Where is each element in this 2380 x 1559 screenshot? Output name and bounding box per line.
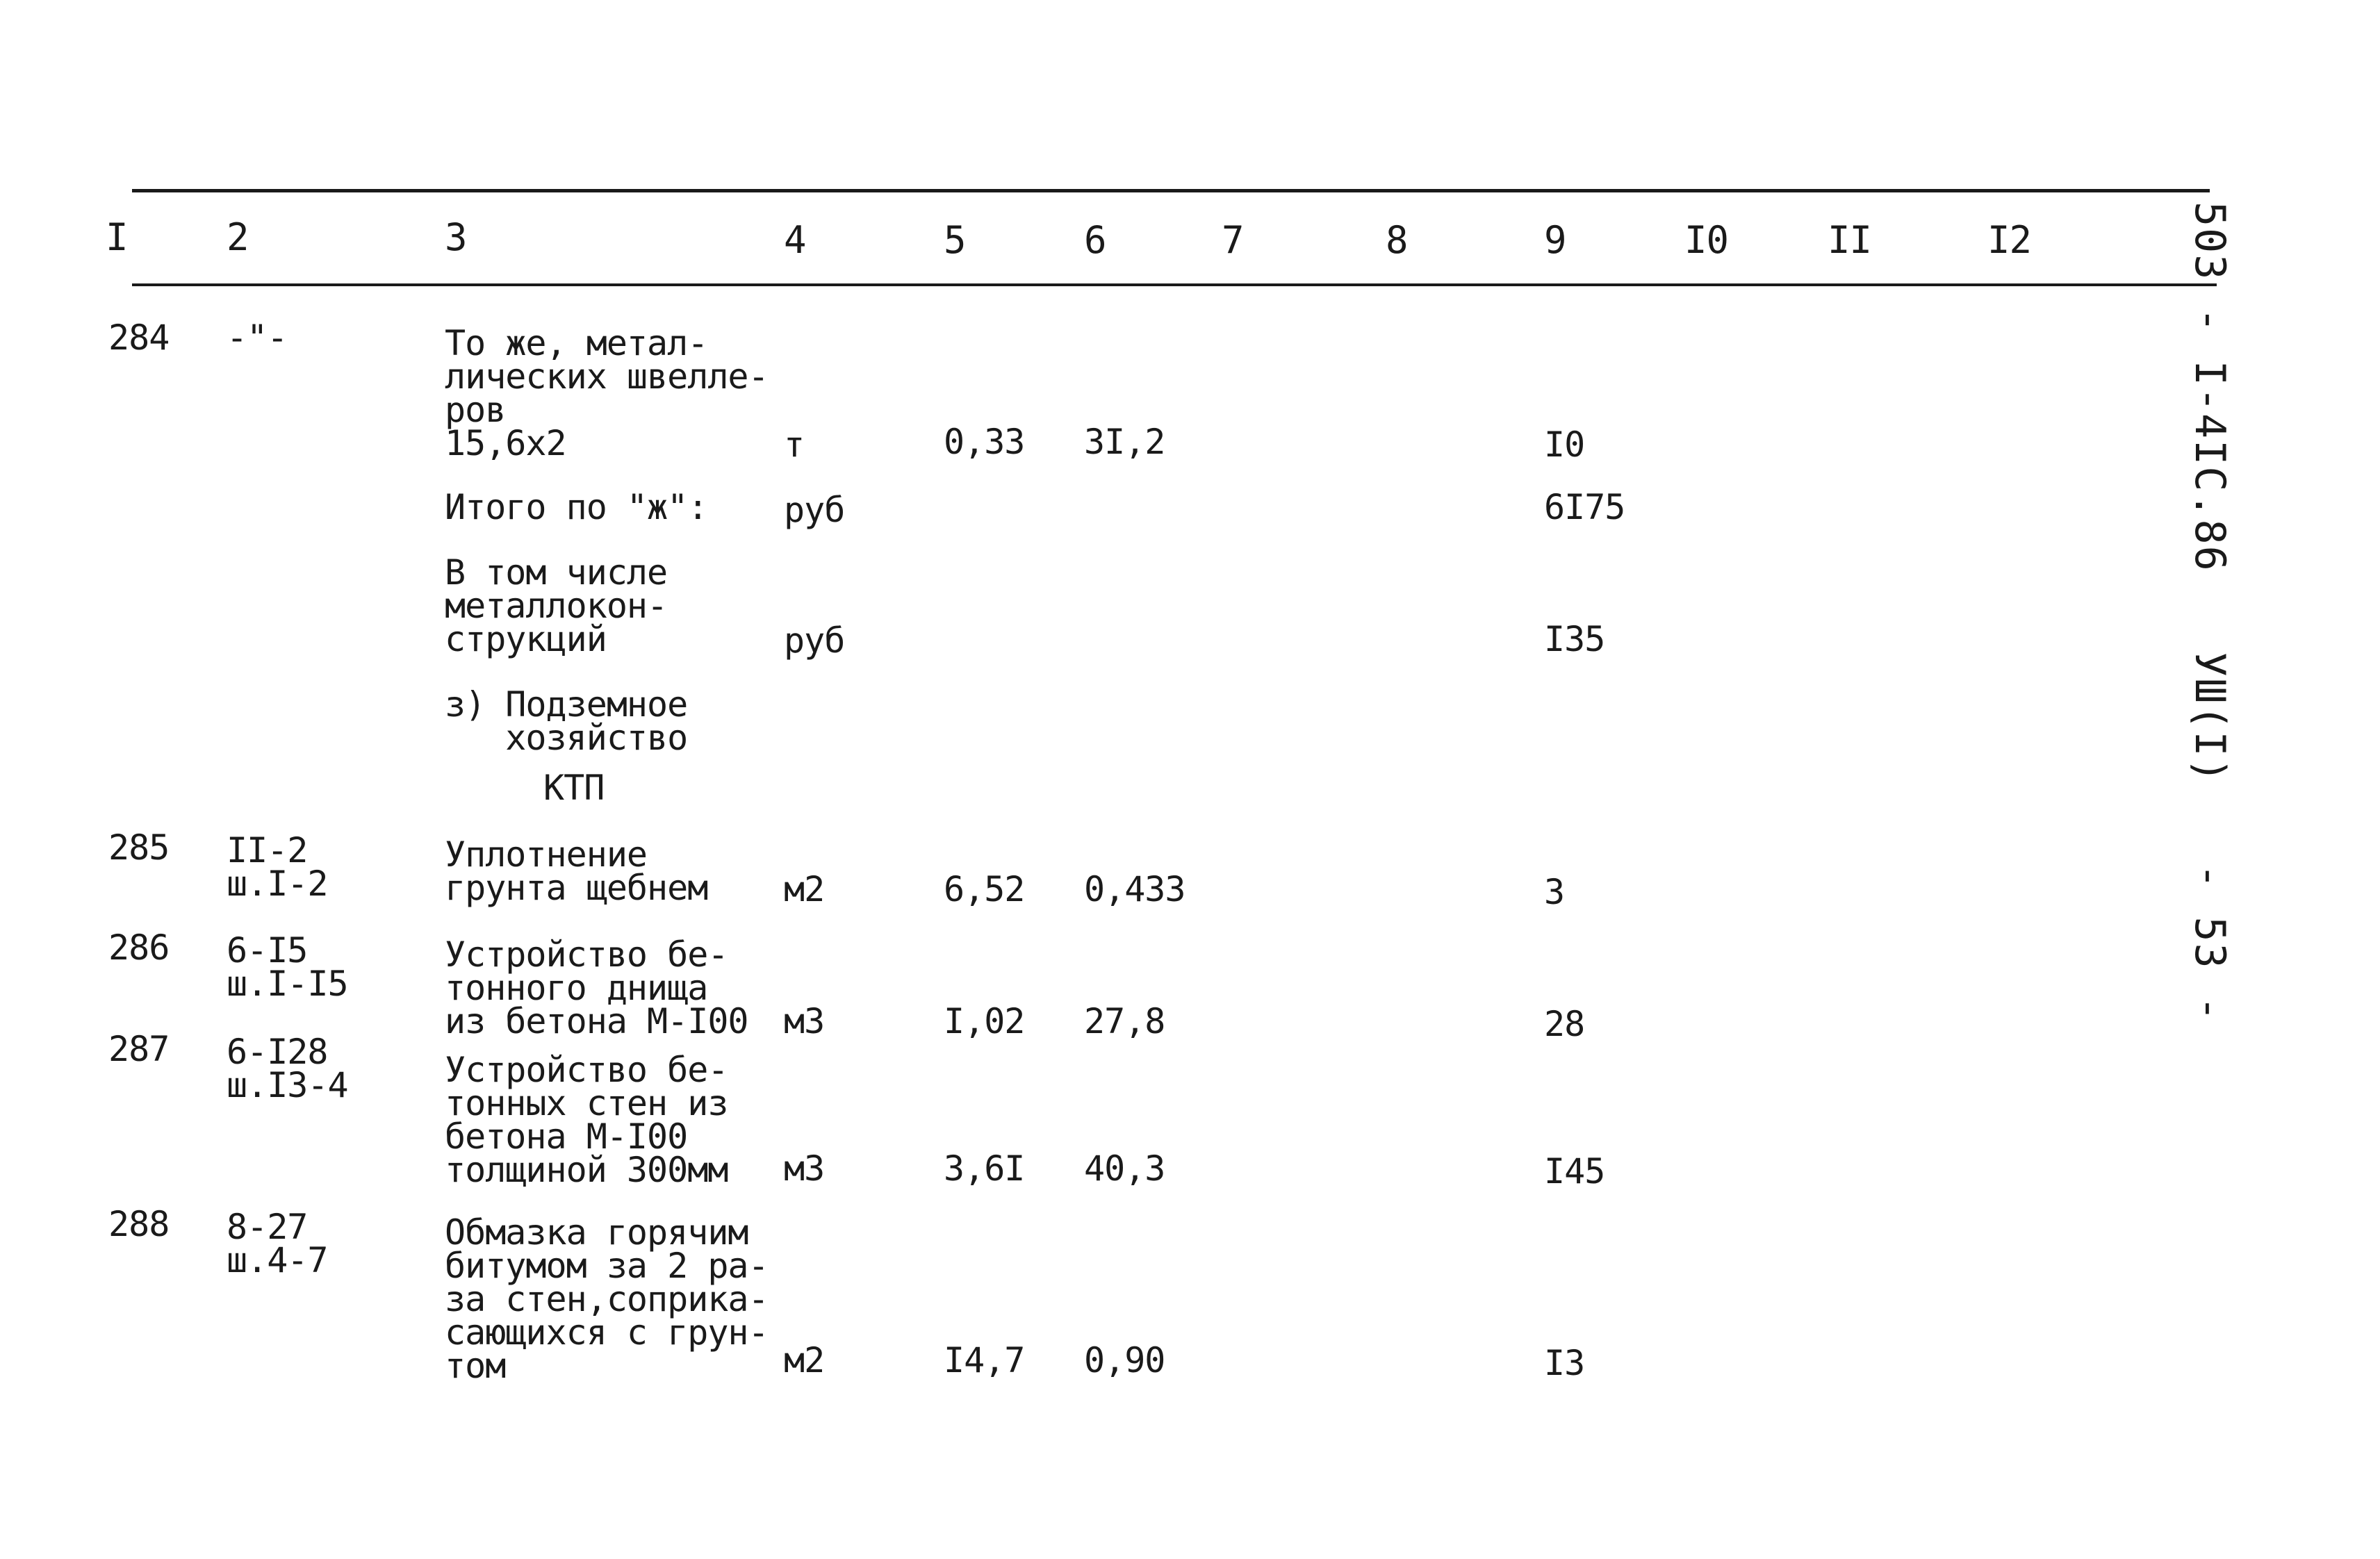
row-285-unit: м2 [784, 869, 825, 909]
row-287-code: 6-I28 ш.I3-4 [227, 1032, 348, 1105]
row-284-code: -"- [227, 317, 288, 358]
col-header-2: 2 [227, 215, 249, 259]
col-header-6: 6 [1084, 218, 1106, 262]
section-subheading: КТП [543, 768, 605, 808]
row-284-description: То же, метал- лических швелле- ров 15,6х2 [445, 323, 769, 463]
row-285-unit-cost: 0,433 [1084, 869, 1185, 909]
row-286-description: Устройство бе- тонного днища из бетона М-I00 [445, 934, 748, 1041]
row-286-unit-cost: 27,8 [1084, 1001, 1165, 1041]
row-287-unit-cost: 40,3 [1084, 1148, 1165, 1189]
col-header-11: II [1828, 218, 1872, 262]
col-header-4: 4 [784, 218, 806, 262]
col-header-9: 9 [1544, 218, 1566, 262]
col-header-10: I0 [1684, 218, 1729, 262]
row-287-unit: м3 [784, 1148, 825, 1189]
document-code-vertical: 503 - I-4IC.86 УШ(I) - 53 - [2185, 201, 2234, 1023]
row-285-quantity: 6,52 [944, 869, 1025, 909]
row-284-unit: т [784, 424, 805, 465]
row-286-unit: м3 [784, 1001, 825, 1041]
itogo-unit: руб [784, 490, 845, 530]
row-284-quantity: 0,33 [944, 422, 1025, 462]
top-rule [132, 189, 2210, 192]
row-284-unit-cost: 3I,2 [1084, 422, 1165, 462]
row-287-quantity: 3,6I [944, 1148, 1025, 1189]
col-header-12: I2 [1987, 218, 2032, 262]
row-287-total-cost: I45 [1544, 1151, 1605, 1191]
col-header-5: 5 [944, 218, 966, 262]
metal-structures-total: I35 [1544, 619, 1605, 659]
row-288-unit: м2 [784, 1340, 825, 1380]
itogo-label: Итого по "ж": [445, 487, 708, 527]
row-285-code: II-2 ш.I-2 [227, 830, 328, 904]
row-288-unit-cost: 0,90 [1084, 1340, 1165, 1380]
col-header-1: I [106, 215, 128, 259]
row-286-total-cost: 28 [1544, 1004, 1585, 1044]
row-288-description: Обмазка горячим битумом за 2 ра- за стен,соприка- сающихся с грун- том [445, 1212, 769, 1386]
row-286-quantity: I,02 [944, 1001, 1025, 1041]
row-288-total-cost: I3 [1544, 1343, 1585, 1383]
row-285-total-cost: 3 [1544, 872, 1565, 912]
row-287-description: Устройство бе- тонных стен из бетона М-I00 толщиной 300мм [445, 1050, 728, 1190]
row-288-code: 8-27 ш.4-7 [227, 1207, 328, 1280]
row-284-total-cost: I0 [1544, 424, 1585, 465]
row-288-quantity: I4,7 [944, 1340, 1025, 1380]
section-heading: з) Подземное хозяйство [445, 684, 688, 758]
metal-structures-unit: руб [784, 620, 845, 661]
row-284-number: 284 [108, 317, 170, 358]
header-bottom-rule [132, 283, 2217, 286]
row-286-number: 286 [108, 927, 170, 968]
row-287-number: 287 [108, 1029, 170, 1069]
col-header-8: 8 [1386, 218, 1408, 262]
itogo-total: 6I75 [1544, 487, 1625, 527]
row-285-number: 285 [108, 827, 170, 868]
col-header-3: 3 [445, 215, 467, 259]
row-285-description: Уплотнение грунта щебнем [445, 834, 708, 908]
row-288-number: 288 [108, 1204, 170, 1244]
col-header-7: 7 [1222, 218, 1244, 262]
metal-structures-label: В том числе металлокон- струкций [445, 552, 668, 659]
row-286-code: 6-I5 ш.I-I5 [227, 930, 348, 1004]
